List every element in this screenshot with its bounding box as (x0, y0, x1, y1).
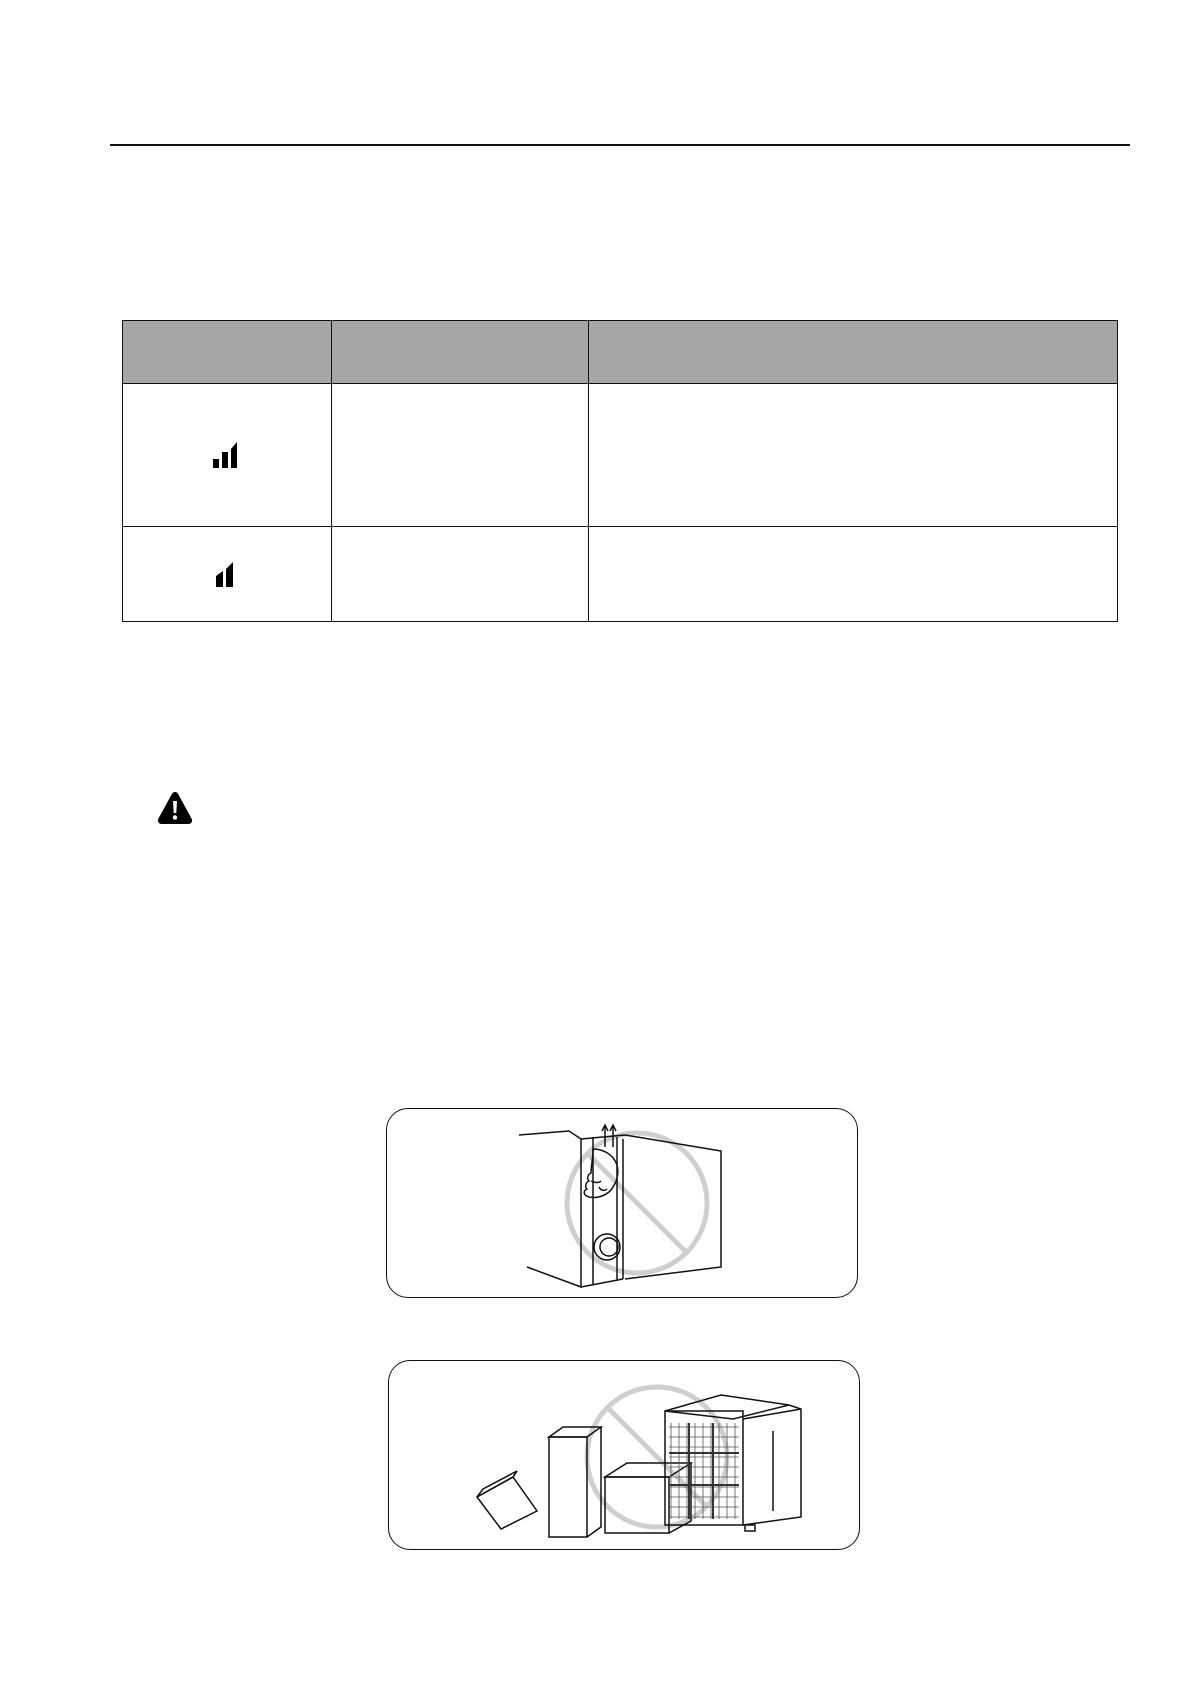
table-header-description (589, 321, 1118, 384)
operating-mode-table (122, 320, 1118, 622)
table-cell-mode (332, 527, 589, 622)
illustration-no-obstructions (388, 1360, 860, 1550)
table-header-row (123, 321, 1118, 384)
table-header-mode (332, 321, 589, 384)
table-cell-mode (332, 384, 589, 527)
table-cell-symbol (123, 527, 332, 622)
prohibited-circle-icon (567, 1133, 707, 1273)
signal-3-bars-icon (212, 440, 242, 470)
signal-2-bars-icon (212, 559, 242, 589)
illustration-no-lifting-by-connection (386, 1108, 858, 1298)
table-cell-symbol (123, 384, 332, 527)
warning-triangle-icon (156, 790, 194, 826)
header-rule (110, 144, 1130, 146)
table-row (123, 527, 1118, 622)
table-cell-description (589, 527, 1118, 622)
table-header-symbol (123, 321, 332, 384)
table-row (123, 384, 1118, 527)
table-cell-description (589, 384, 1118, 527)
